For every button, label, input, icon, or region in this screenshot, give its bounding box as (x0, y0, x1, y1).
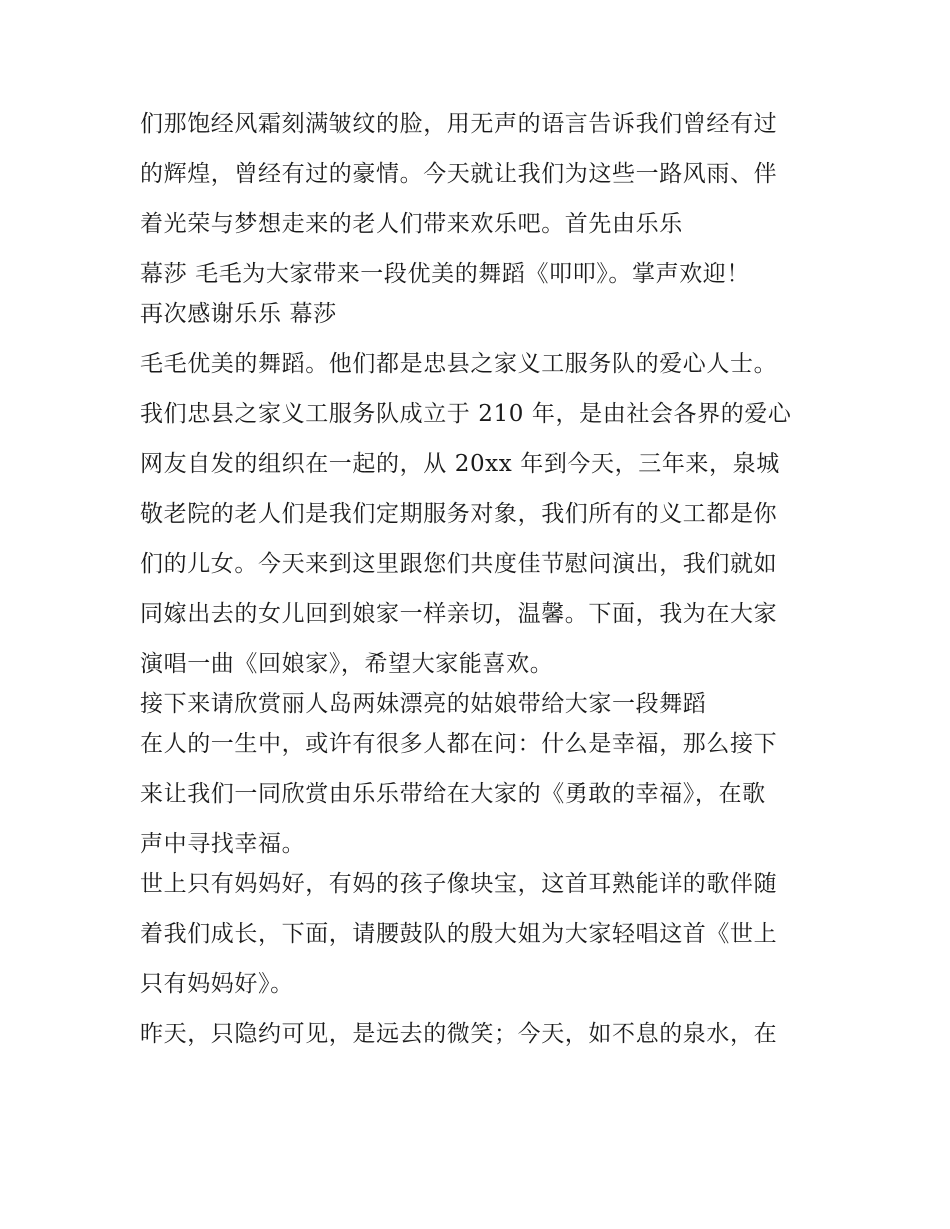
text-line-6: 毛毛优美的舞蹈。他们都是忠县之家义工服务队的爱心人士。 (140, 351, 778, 377)
text-line-15: 来让我们一同欣赏由乐乐带给在大家的《勇敢的幸福》，在歌 (140, 781, 766, 807)
text-line-19: 只有妈妈好》。 (140, 971, 294, 997)
text-line-5: 再次感谢乐乐 幕莎 (140, 301, 337, 327)
text-line-9: 敬老院的老人们是我们定期服务对象，我们所有的义工都是你 (140, 501, 778, 527)
text-line-4: 幕莎 毛毛为大家带来一段优美的舞蹈《叩叩》。掌声欢迎！ (140, 261, 751, 287)
text-line-8: 网友自发的组织在一起的，从 20xx 年到今天，三年来，泉城 (140, 451, 780, 477)
text-line-11: 同嫁出去的女儿回到娘家一样亲切，温馨。下面，我为在大家 (140, 601, 778, 627)
text-line-13: 接下来请欣赏丽人岛两妹漂亮的姑娘带给大家一段舞蹈 (140, 691, 707, 717)
text-line-20: 昨天，只隐约可见，是远去的微笑；今天，如不息的泉水，在 (140, 1021, 778, 1047)
document-body (140, 108, 840, 1051)
text-line-16: 声中寻找幸福。 (140, 831, 306, 857)
text-line-18: 着我们成长，下面，请腰鼓队的殷大姐为大家轻唱这首《世上 (140, 921, 778, 947)
text-line-1: 们那饱经风霜刻满皱纹的脸，用无声的语言告诉我们曾经有过 (140, 111, 778, 137)
text-line-14: 在人的一生中，或许有很多人都在问：什么是幸福，那么接下 (140, 731, 778, 757)
text-line-10: 们的儿女。今天来到这里跟您们共度佳节慰问演出，我们就如 (140, 551, 778, 577)
text-line-17: 世上只有妈妈好，有妈的孩子像块宝，这首耳熟能详的歌伴随 (140, 871, 778, 897)
text-line-7: 我们忠县之家义工服务队成立于 210 年，是由社会各界的爱心 (140, 401, 792, 427)
text-line-2: 的辉煌，曾经有过的豪情。今天就让我们为这些一路风雨、伴 (140, 161, 778, 187)
text-line-3: 着光荣与梦想走来的老人们带来欢乐吧。首先由乐乐 (140, 211, 683, 237)
text-line-12: 演唱一曲《回娘家》，希望大家能喜欢。 (140, 651, 554, 677)
